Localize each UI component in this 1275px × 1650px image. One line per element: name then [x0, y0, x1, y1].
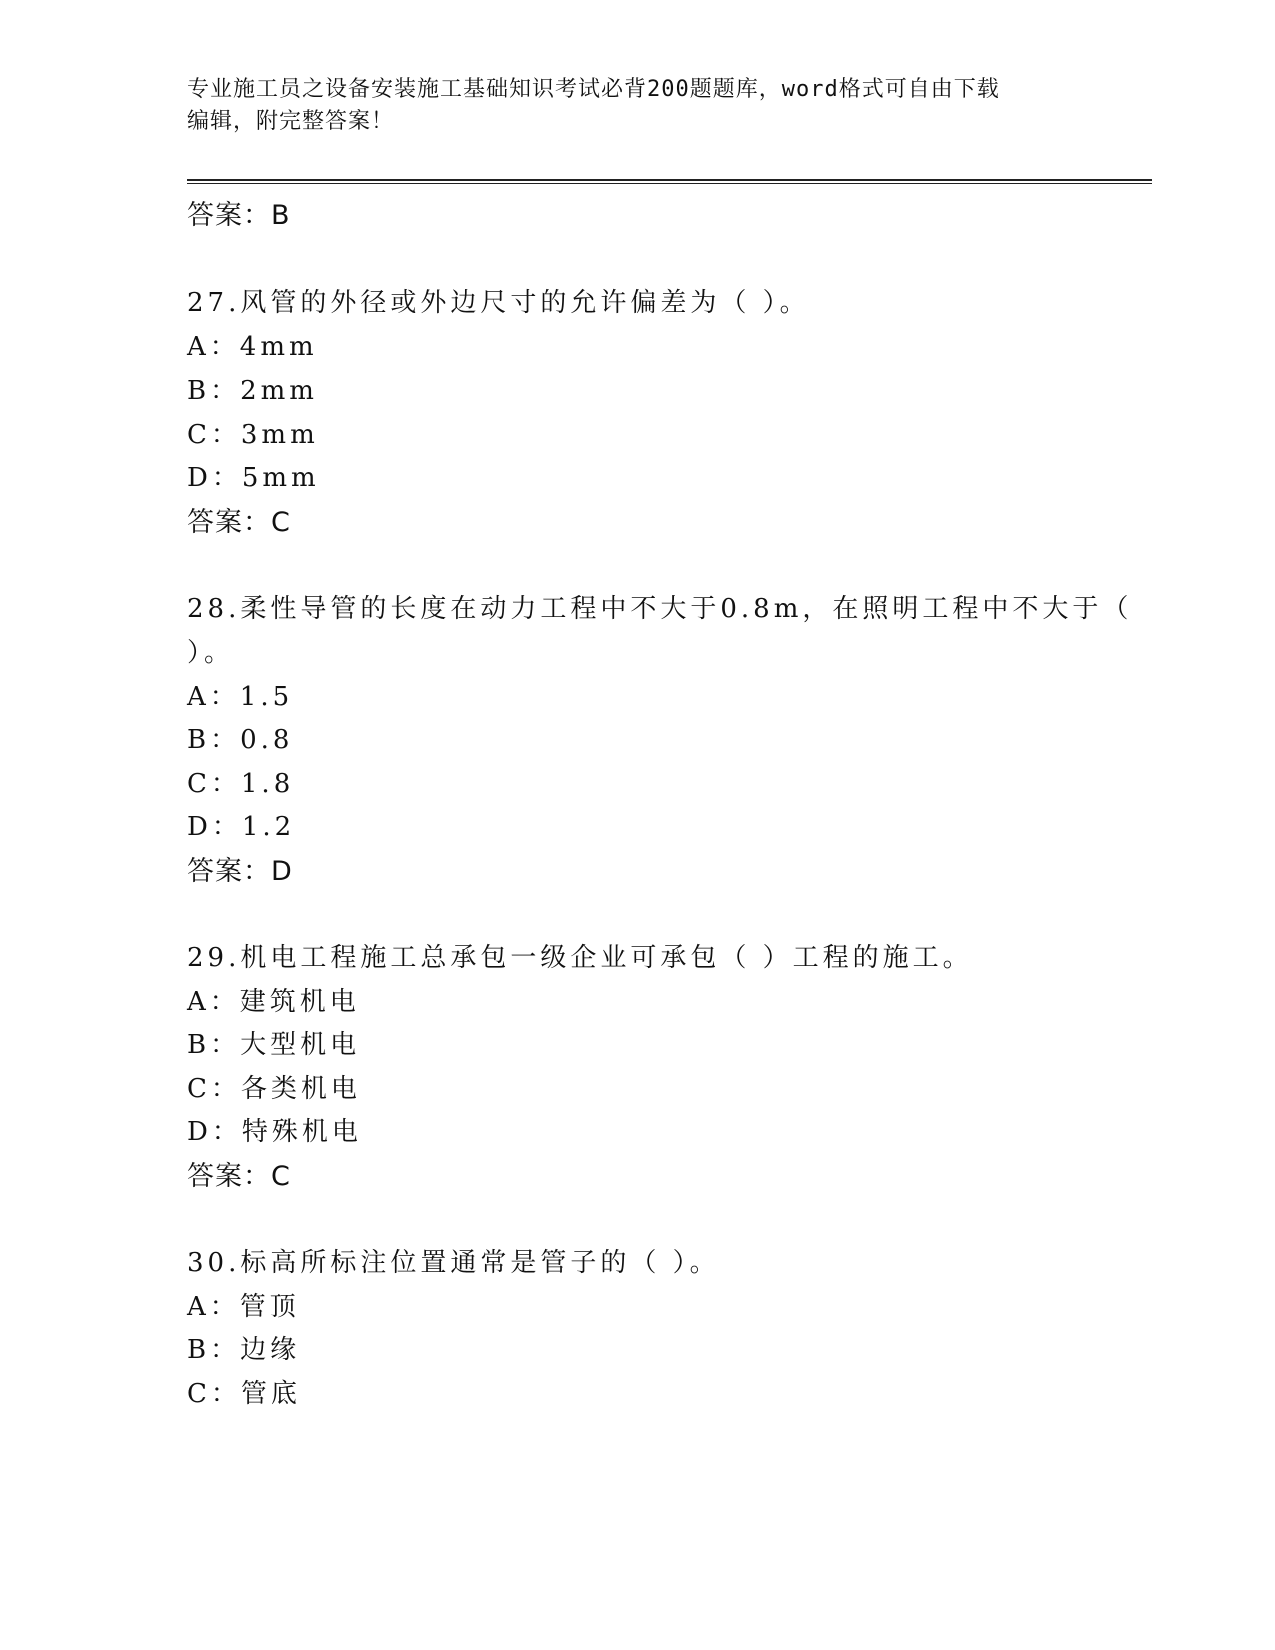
- question-27-answer: 答案：C: [187, 507, 291, 538]
- question-28-option-d: D：1.2: [187, 812, 296, 842]
- question-27-option-c: C：3mm: [187, 420, 319, 450]
- question-29-option-b: B：大型机电: [187, 1030, 361, 1060]
- document-header: [187, 74, 1067, 138]
- question-30-option-a: A：管顶: [187, 1292, 300, 1322]
- question-29-stem: 29.机电工程施工总承包一级企业可承包（ ）工程的施工。: [187, 943, 973, 973]
- question-30-option-b: B：边缘: [187, 1335, 301, 1365]
- question-28-answer: 答案：D: [187, 856, 293, 887]
- question-28-option-a: A：1.5: [187, 682, 294, 712]
- question-29-option-c: C：各类机电: [187, 1074, 361, 1104]
- question-29-answer: 答案：C: [187, 1161, 291, 1192]
- header-divider-thin: [187, 183, 1152, 184]
- question-27-option-d: D：5mm: [187, 463, 320, 493]
- question-30-option-c: C：管底: [187, 1379, 301, 1409]
- question-29-option-a: A：建筑机电: [187, 987, 360, 1017]
- question-28-stem-line-2: ）。: [187, 638, 235, 668]
- question-28-stem-line-1: 28.柔性导管的长度在动力工程中不大于0.8m，在照明工程中不大于（: [187, 594, 1133, 624]
- question-28-option-c: C：1.8: [187, 769, 295, 799]
- header-line-2: 编辑，附完整答案！: [187, 109, 395, 134]
- question-27-option-b: B：2mm: [187, 376, 318, 406]
- question-28-option-b: B：0.8: [187, 725, 294, 755]
- question-27-stem: 27.风管的外径或外边尺寸的允许偏差为（ ）。: [187, 288, 810, 318]
- header-line-1: 专业施工员之设备安装施工基础知识考试必背200题题库，word格式可自由下载: [187, 77, 1000, 102]
- question-27-option-a: A：4mm: [187, 332, 318, 362]
- previous-answer: 答案：B: [187, 200, 291, 231]
- question-30-stem: 30.标高所标注位置通常是管子的（ ）。: [187, 1248, 720, 1278]
- question-29-option-d: D：特殊机电: [187, 1117, 362, 1147]
- header-divider-thick: [187, 179, 1152, 181]
